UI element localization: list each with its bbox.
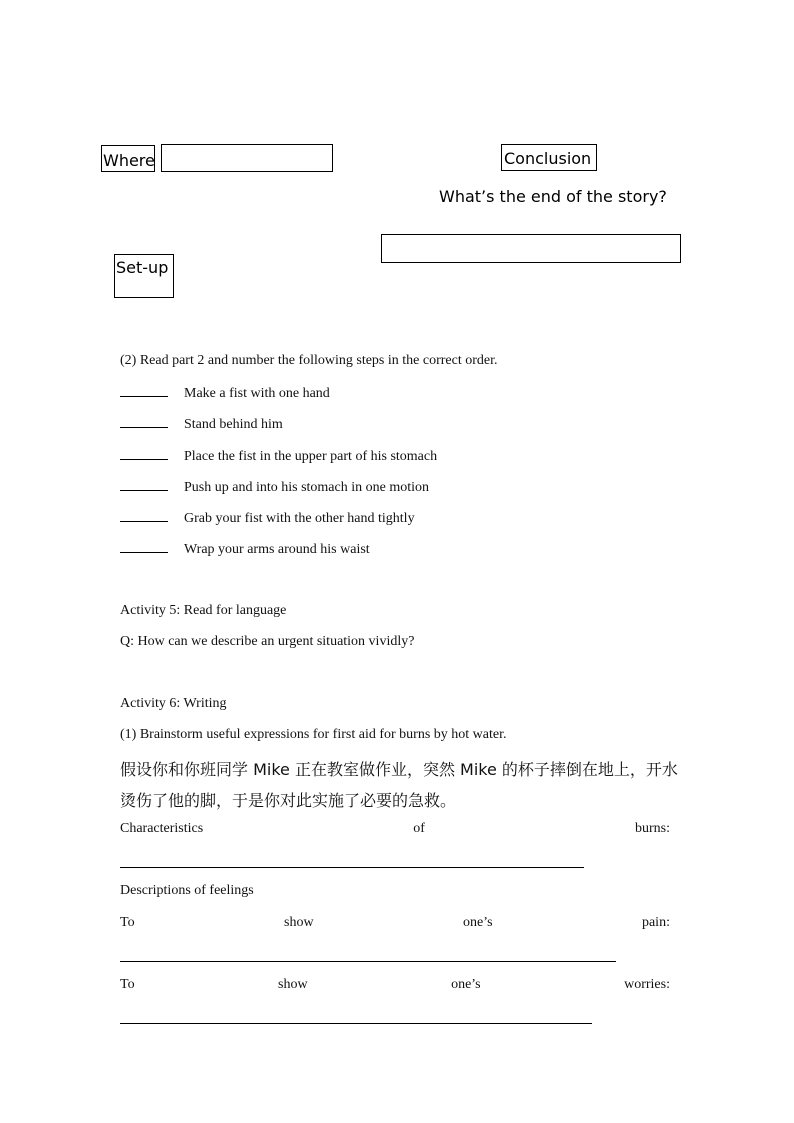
pain-answer-line[interactable] xyxy=(120,961,616,962)
step-blank[interactable] xyxy=(120,447,168,460)
worries-word: show xyxy=(278,977,308,992)
step-row xyxy=(120,509,415,527)
step-text: Make a fist with one hand xyxy=(184,386,330,401)
end-question: What’s the end of the story? xyxy=(439,187,667,206)
part2-instruction: (2) Read part 2 and number the following steps in the correct order. xyxy=(120,353,498,368)
step-blank[interactable] xyxy=(120,509,168,522)
worries-word: To xyxy=(120,977,135,992)
brainstorm-instruction: (1) Brainstorm useful expressions for first aid for burns by hot water. xyxy=(120,727,507,742)
step-row xyxy=(120,447,437,465)
worries-word: one’s xyxy=(451,977,481,992)
step-text: Place the fist in the upper part of his stomach xyxy=(184,449,438,464)
step-text: Push up and into his stomach in one motion xyxy=(184,480,429,495)
setup-label-box xyxy=(114,254,174,298)
step-text: Grab your fist with the other hand tightly xyxy=(184,511,415,526)
characteristics-word: Characteristics xyxy=(120,821,204,836)
conclusion-label-box xyxy=(501,144,597,171)
where-label: Where xyxy=(103,151,155,170)
step-row xyxy=(120,540,370,558)
activity6-title: Activity 6: Writing xyxy=(120,696,227,711)
step-blank[interactable] xyxy=(120,540,168,553)
pain-word: To xyxy=(120,915,135,930)
step-row xyxy=(120,384,330,402)
step-row xyxy=(120,478,429,496)
conclusion-answer-box[interactable] xyxy=(381,234,681,263)
pain-word: pain: xyxy=(641,915,670,930)
conclusion-label: Conclusion xyxy=(504,149,592,168)
step-text: Wrap your arms around his waist xyxy=(184,542,370,557)
characteristics-row xyxy=(120,821,670,837)
worries-answer-line[interactable] xyxy=(120,1023,592,1024)
activity5-question: Q: How can we describe an urgent situation vividly? xyxy=(120,634,415,649)
characteristics-word: of xyxy=(413,821,425,836)
chinese-prompt-line2: 烫伤了他的脚，于是你对此实施了必要的急救。 xyxy=(120,791,457,810)
characteristics-answer-line[interactable] xyxy=(120,867,584,868)
step-row xyxy=(120,415,283,433)
where-label-box xyxy=(101,145,155,172)
pain-word: show xyxy=(284,915,314,930)
characteristics-word: burns: xyxy=(634,821,670,836)
activity5-title: Activity 5: Read for language xyxy=(120,603,287,618)
pain-word: one’s xyxy=(462,915,493,930)
step-blank[interactable] xyxy=(120,478,168,491)
where-answer-box[interactable] xyxy=(161,144,333,172)
descriptions-heading: Descriptions of feelings xyxy=(120,883,254,898)
chinese-prompt-line1: 假设你和你班同学 Mike 正在教室做作业，突然 Mike 的杯子摔倒在地上，开水 xyxy=(120,760,678,779)
pain-row xyxy=(120,915,670,931)
step-text: Stand behind him xyxy=(184,417,283,432)
step-blank[interactable] xyxy=(120,415,168,428)
worries-row xyxy=(120,977,670,993)
setup-label: Set-up xyxy=(116,258,169,277)
worries-word: worries: xyxy=(624,977,670,992)
step-blank[interactable] xyxy=(120,384,168,397)
